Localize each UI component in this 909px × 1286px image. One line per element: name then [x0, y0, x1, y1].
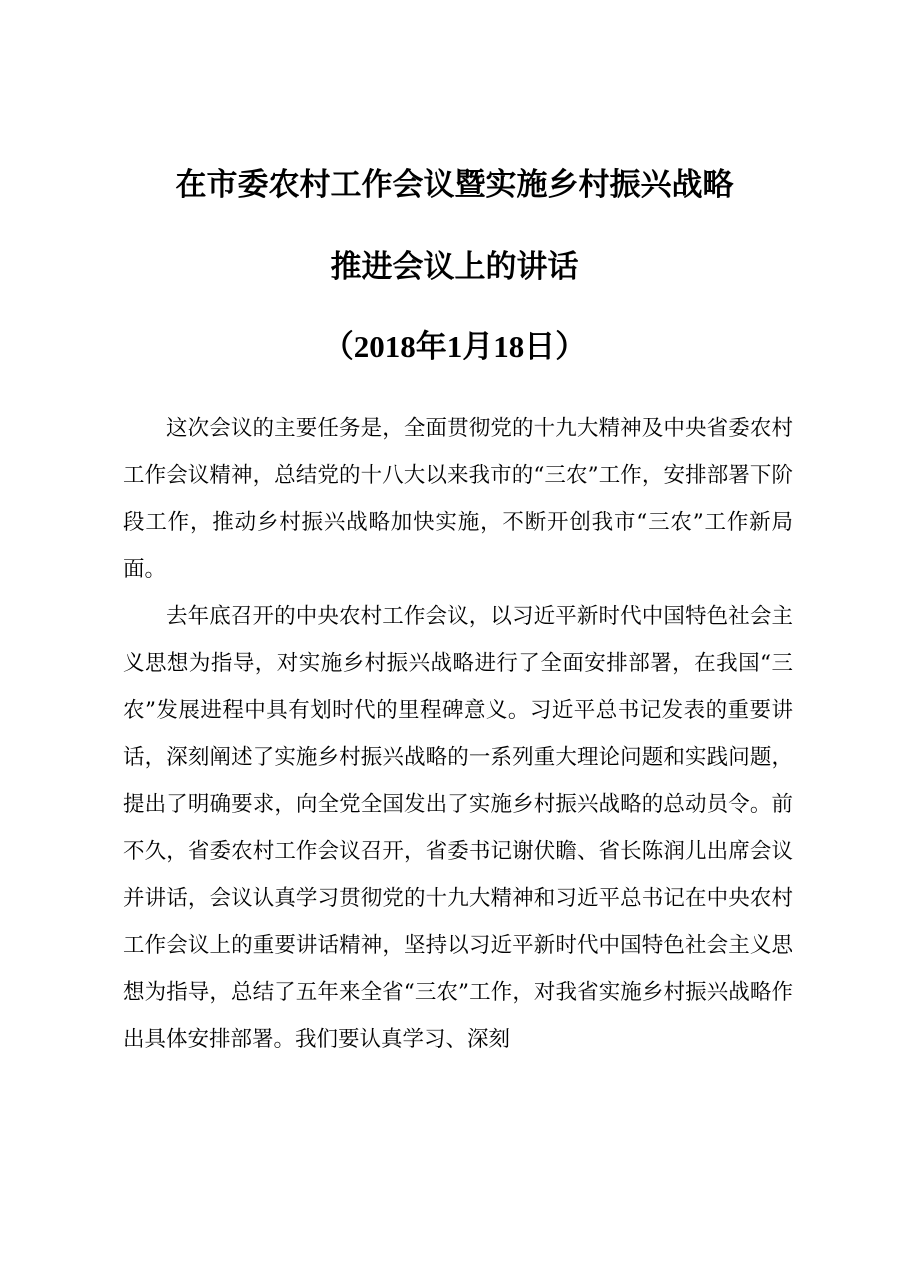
paragraph-1: 这次会议的主要任务是，全面贯彻党的十九大精神及中央省委农村工作会议精神，总结党的十八大以来我市的“三农”工作，安排部署下阶段工作，推动乡村振兴战略加快实施，不断开创我市“三农”工作新局面。	[123, 416, 793, 582]
document-title-line-1: 在市委农村工作会议暨实施乡村振兴战略	[175, 167, 734, 203]
document-title-line-2: 推进会议上的讲话	[330, 249, 579, 285]
document-date: （2018年1月18日）	[322, 329, 587, 364]
document-body	[123, 405, 793, 1063]
paragraph-2: 去年底召开的中央农村工作会议，以习近平新时代中国特色社会主义思想为指导，对实施乡村振兴战略进行了全面安排部署，在我国“三农”发展进程中具有划时代的里程碑意义。习近平总书记发表的重要讲话，深刻阐述了实施乡村振兴战略的一系列重大理论问题和实践问题，提出了明确要求，向全党全国发出了实施乡村振兴战略的总动员令。前不久，省委农村工作会议召开，省委书记谢伏瞻、省长陈润儿出席会议并讲话，会议认真学习贯彻党的十九大精神和习近平总书记在中央农村工作会议上的重要讲话精神，坚持以习近平新时代中国特色社会主义思想为指导，总结了五年来全省“三农”工作，对我省实施乡村振兴战略作出具体安排部署。我们要认真学习、深刻	[123, 604, 793, 1052]
